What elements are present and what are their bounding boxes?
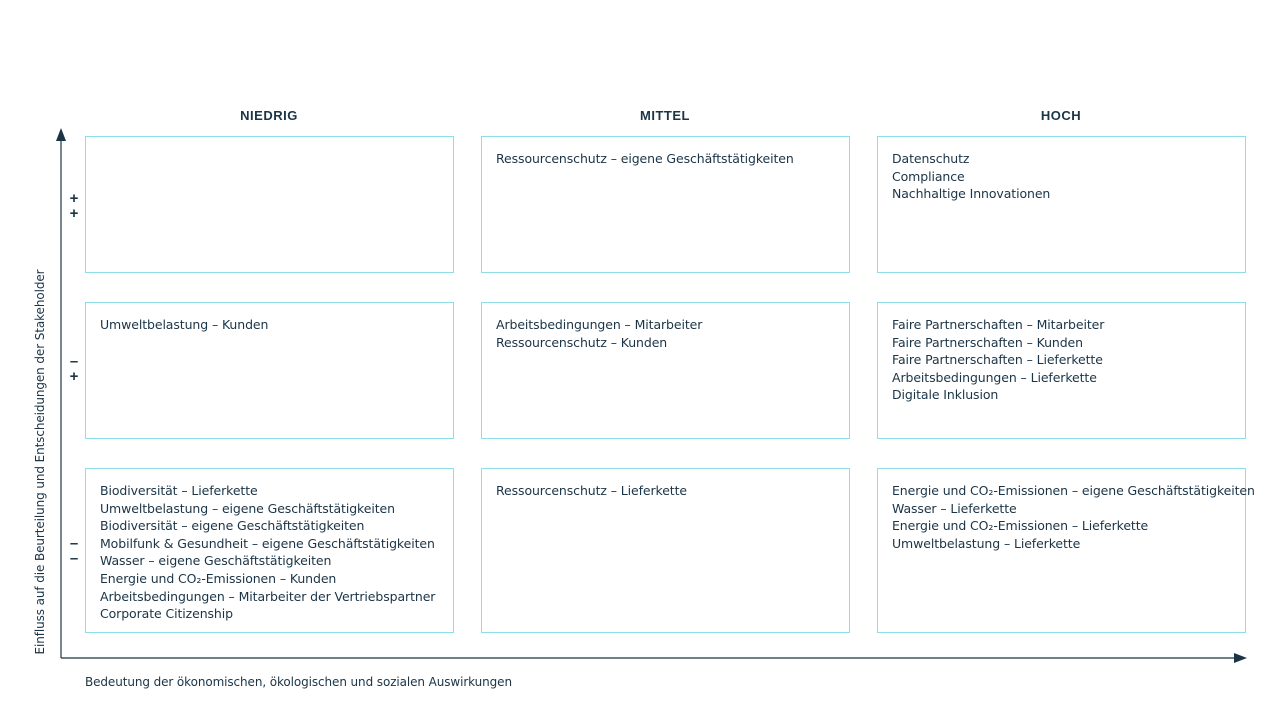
cell-item: Energie und CO₂-Emissionen – Lieferkette xyxy=(892,518,1149,534)
row-label-high-line2: + xyxy=(69,205,79,222)
cell-item: Biodiversität – eigene Geschäftstätigkeiten xyxy=(100,518,365,534)
x-axis-arrow xyxy=(1234,653,1247,663)
row-label-medium xyxy=(66,354,82,384)
column-header-niedrig: NIEDRIG xyxy=(240,108,298,123)
y-axis-arrow xyxy=(56,128,66,141)
row-label-low xyxy=(66,536,82,566)
matrix-cell xyxy=(85,136,454,273)
cell-item: Umweltbelastung – eigene Geschäftstätigkeiten xyxy=(100,500,395,516)
cell-item: Corporate Citizenship xyxy=(100,606,233,622)
cell-item: Digitale Inklusion xyxy=(892,387,999,403)
matrix-cell xyxy=(85,468,454,633)
matrix-cell xyxy=(877,302,1246,439)
cell-item: Nachhaltige Innovationen xyxy=(892,186,1051,202)
cell-item: Ressourcenschutz – Lieferkette xyxy=(496,483,687,498)
cell-item: Arbeitsbedingungen – Mitarbeiter der Vertriebspartner xyxy=(100,588,436,604)
row-label-low-line1: – xyxy=(69,535,79,552)
cell-item: Energie und CO₂-Emissionen – eigene Geschäftstätigkeiten xyxy=(892,483,1255,498)
x-axis-title: Bedeutung der ökonomischen, ökologischen und sozialen Auswirkungen xyxy=(85,675,512,689)
cell-item: Energie und CO₂-Emissionen – Kunden xyxy=(100,570,337,586)
matrix-cell xyxy=(481,136,850,273)
row-label-high-line1: + xyxy=(69,190,79,207)
cell-item: Wasser – Lieferkette xyxy=(892,500,1017,516)
column-header-hoch: HOCH xyxy=(1040,108,1082,123)
y-axis-title: Einfluss auf die Beurteilung und Entscheidungen der Stakeholder xyxy=(33,269,47,655)
row-label-high xyxy=(66,191,82,221)
cell-item: Umweltbelastung – Kunden xyxy=(100,317,269,332)
matrix-cell xyxy=(481,468,850,633)
row-label-low-line2: – xyxy=(69,550,79,567)
cell-item: Wasser – eigene Geschäftstätigkeiten xyxy=(100,553,332,569)
matrix-cell xyxy=(877,136,1246,273)
cell-item: Mobilfunk & Gesundheit – eigene Geschäftstätigkeiten xyxy=(100,535,435,551)
matrix-cell xyxy=(85,302,454,439)
cell-item: Ressourcenschutz – eigene Geschäftstätigkeiten xyxy=(496,151,794,166)
matrix-cell xyxy=(877,468,1255,633)
cell-item: Arbeitsbedingungen – Mitarbeiter xyxy=(496,317,703,332)
cell-item: Compliance xyxy=(892,168,965,184)
cell-item: Faire Partnerschaften – Kunden xyxy=(892,334,1083,350)
cell-item: Faire Partnerschaften – Mitarbeiter xyxy=(892,317,1105,332)
column-header-mittel: MITTEL xyxy=(640,108,690,123)
cell-item: Umweltbelastung – Lieferkette xyxy=(892,535,1081,551)
cell-item: Biodiversität – Lieferkette xyxy=(100,483,258,498)
row-label-medium-line2: + xyxy=(69,368,79,385)
cell-item: Ressourcenschutz – Kunden xyxy=(496,334,668,350)
cell-item: Arbeitsbedingungen – Lieferkette xyxy=(892,369,1097,385)
row-label-medium-line1: – xyxy=(69,353,79,370)
matrix-cell xyxy=(481,302,850,439)
cell-item: Faire Partnerschaften – Lieferkette xyxy=(892,352,1103,368)
cell-item: Datenschutz xyxy=(892,151,970,166)
